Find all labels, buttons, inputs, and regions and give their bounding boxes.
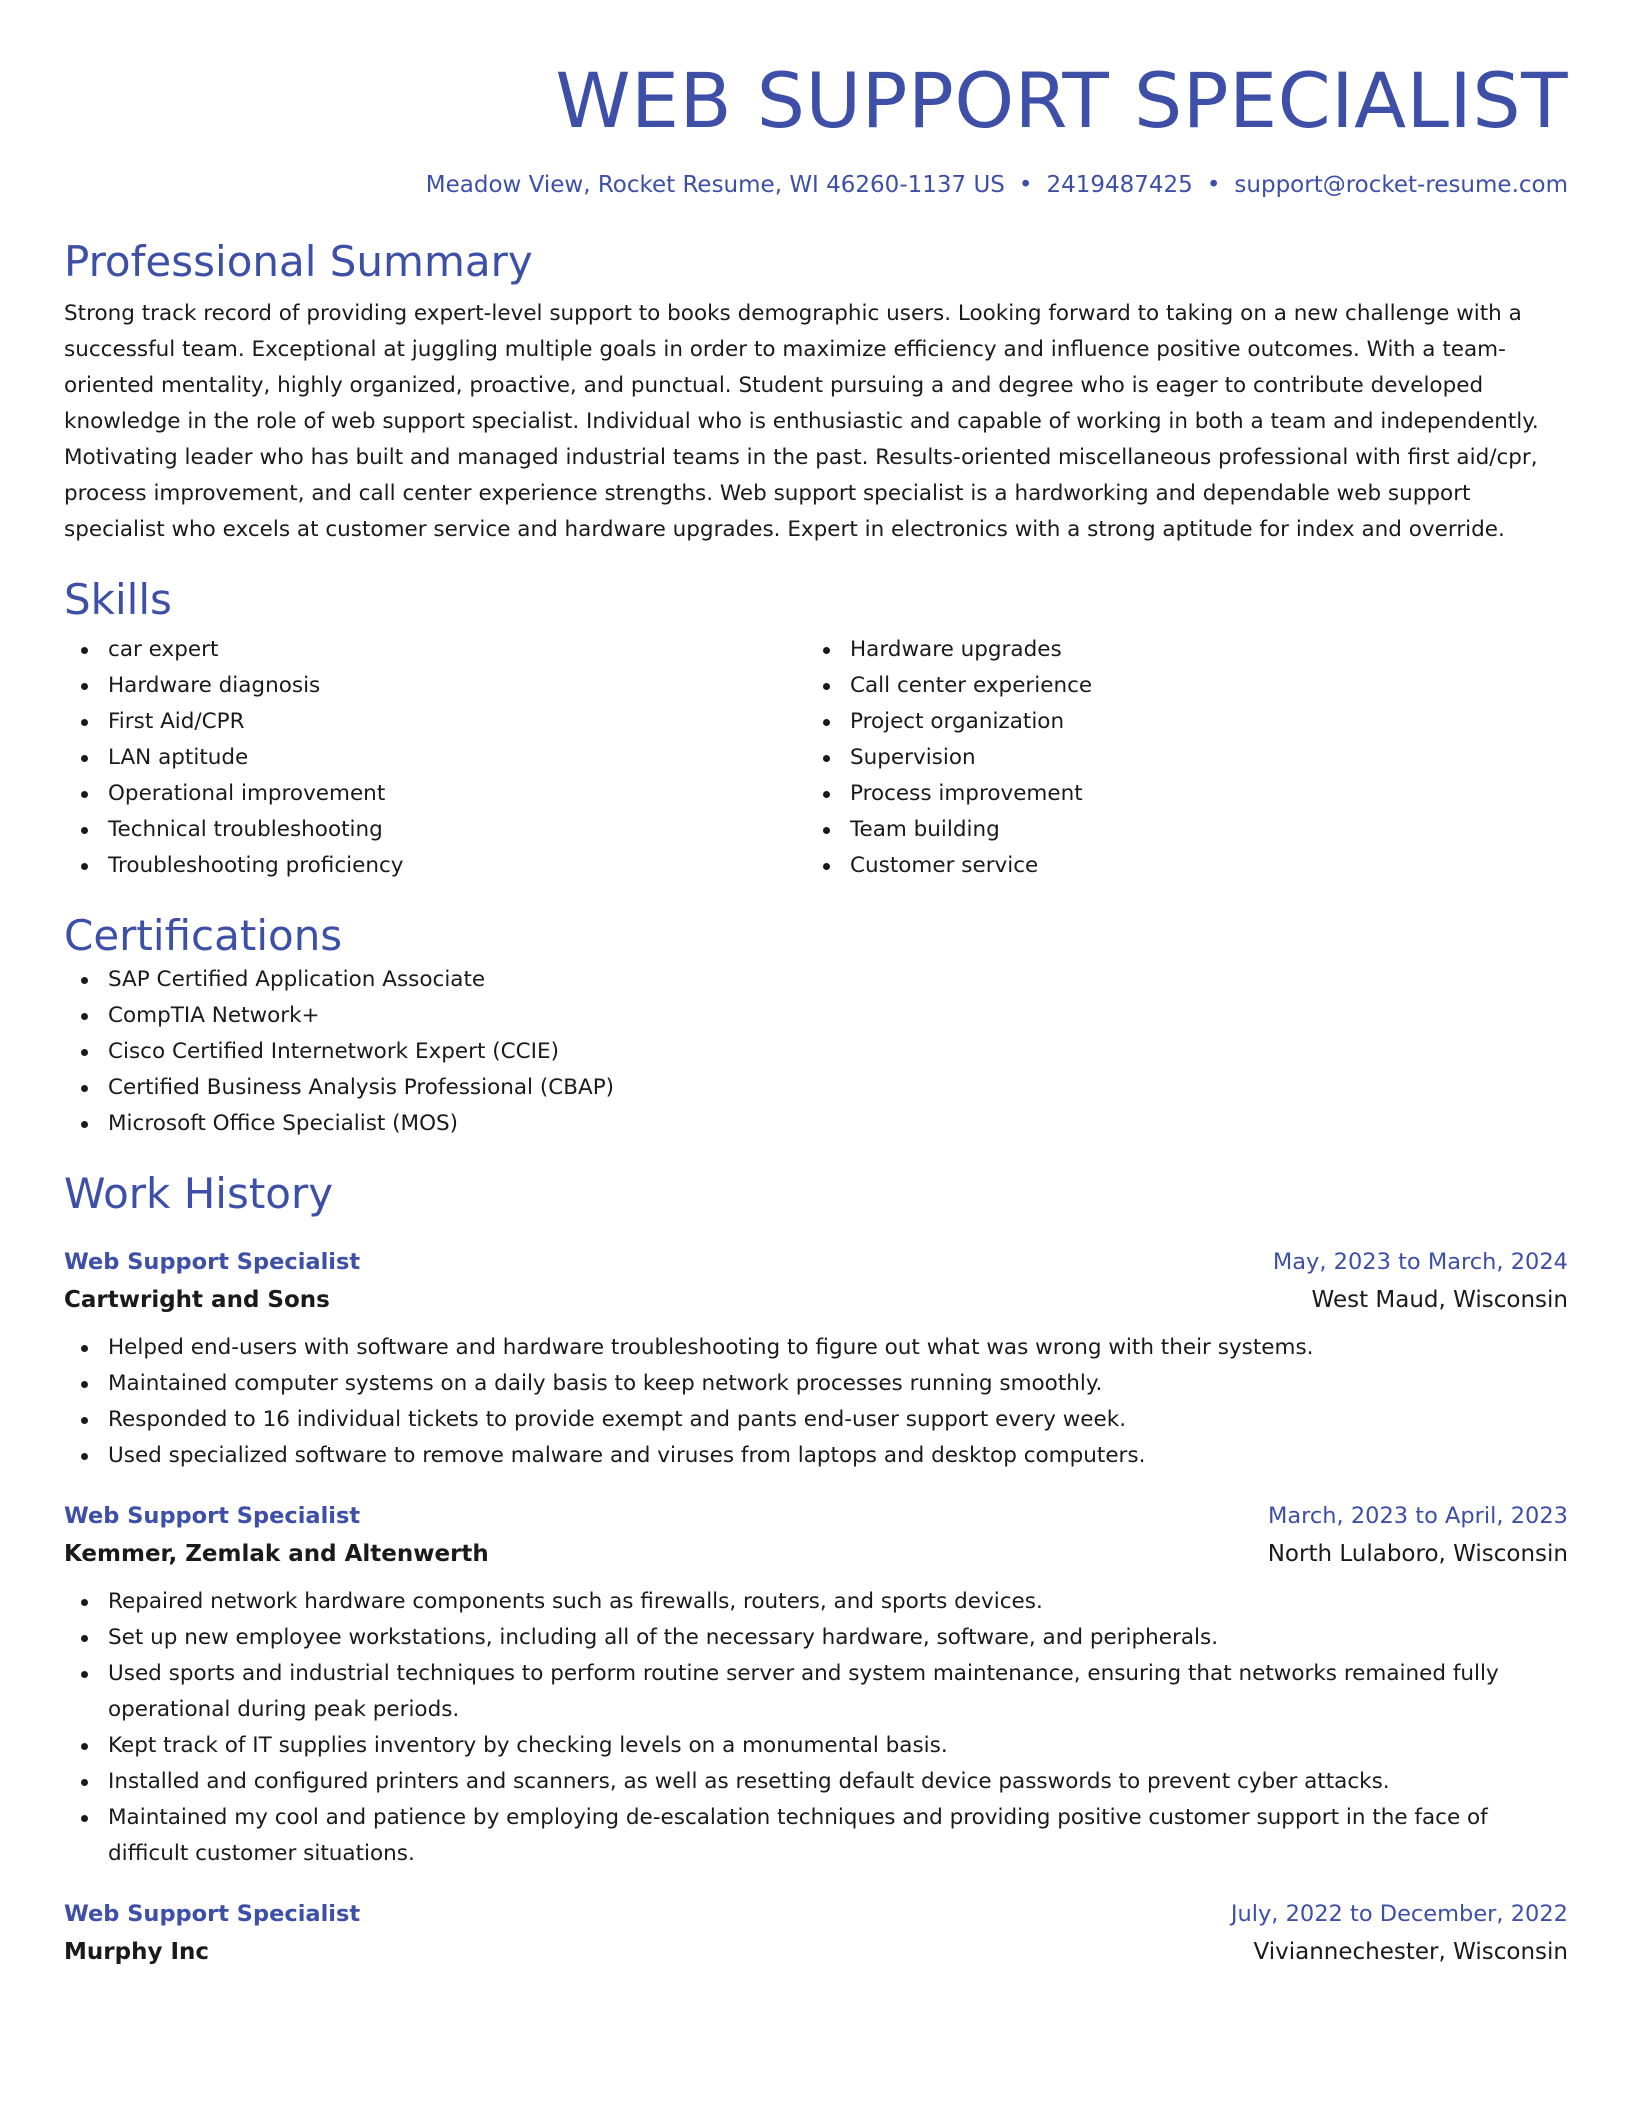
skill-item: Process improvement: [806, 776, 1548, 812]
certification-item: SAP Certified Application Associate: [64, 962, 1568, 998]
skill-item: LAN aptitude: [64, 740, 806, 776]
certification-item: CompTIA Network+: [64, 998, 1568, 1034]
skill-item: Technical troubleshooting: [64, 812, 806, 848]
job-title-row: [64, 1244, 1568, 1280]
job-entry: [64, 1498, 1568, 1872]
contact-separator: •: [1206, 172, 1221, 198]
job-bullet: Maintained my cool and patience by employing de-escalation techniques and providing positive customer support in the face of difficult customer situations.: [64, 1800, 1568, 1872]
job-location: North Lulaboro, Wisconsin: [1267, 1541, 1568, 1567]
job-title-row: [64, 1896, 1568, 1932]
job-bullets: [64, 1584, 1568, 1872]
contact-email[interactable]: support@rocket-resume.com: [1234, 172, 1568, 198]
job-company: Cartwright and Sons: [64, 1287, 330, 1313]
certifications-list: [64, 962, 1568, 1142]
skill-item: Hardware upgrades: [806, 632, 1548, 668]
job-title-row: [64, 1498, 1568, 1534]
skill-item: Project organization: [806, 704, 1548, 740]
resume-name: WEB SUPPORT SPECIALIST: [555, 56, 1568, 145]
certification-item: Certified Business Analysis Professional (CBAP): [64, 1070, 1568, 1106]
job-bullet: Helped end-users with software and hardware troubleshooting to figure out what was wrong with their systems.: [64, 1330, 1568, 1366]
skills-list-left: [64, 632, 806, 884]
job-title: Web Support Specialist: [64, 1503, 361, 1529]
skills-columns: [64, 632, 1568, 884]
job-bullet: Responded to 16 individual tickets to provide exempt and pants end-user support every week.: [64, 1402, 1568, 1438]
skills-list-right: [806, 632, 1548, 884]
job-bullet: Used sports and industrial techniques to perform routine server and system maintenance, ensuring that networks remained fully operational during peak periods.: [64, 1656, 1568, 1728]
summary-text: Strong track record of providing expert-level support to books demographic users. Looking forward to taking on a new challenge with a successful team. Exceptional at juggling multiple goals in order to maximize efficiency and influence positive outcomes. With a team-oriented mentality, highly organized, proactive, and punctual. Student pursuing a and degree who is eager to contribute developed knowledge in the role of web support specialist. Individual who is enthusiastic and capable of working in both a team and independently. Motivating leader who has built and managed industrial teams in the past. Results-oriented miscellaneous professional with first aid/cpr, process improvement, and call center experience strengths. Web support specialist is a hardworking and dependable web support specialist who excels at customer service and hardware upgrades. Expert in electronics with a strong aptitude for index and override.: [64, 301, 1539, 542]
certification-item: Cisco Certified Internetwork Expert (CCIE): [64, 1034, 1568, 1070]
job-company: Murphy Inc: [64, 1939, 210, 1965]
contact-separator: •: [1018, 172, 1033, 198]
contact-line: [64, 170, 1568, 200]
certification-item: Microsoft Office Specialist (MOS): [64, 1106, 1568, 1142]
job-title: Web Support Specialist: [64, 1249, 361, 1275]
skill-item: car expert: [64, 632, 806, 668]
job-company: Kemmer, Zemlak and Altenwerth: [64, 1541, 489, 1567]
skill-item: Customer service: [806, 848, 1548, 884]
job-entry: [64, 1244, 1568, 1474]
summary-heading: Professional Summary: [64, 237, 533, 286]
job-dates: March, 2023 to April, 2023: [1267, 1503, 1568, 1529]
job-bullet: Repaired network hardware components such as firewalls, routers, and sports devices.: [64, 1584, 1568, 1620]
job-entry: [64, 1896, 1568, 1972]
skill-item: Hardware diagnosis: [64, 668, 806, 704]
skill-item: Call center experience: [806, 668, 1548, 704]
job-bullets: [64, 1330, 1568, 1474]
job-bullet: Kept track of IT supplies inventory by checking levels on a monumental basis.: [64, 1728, 1568, 1764]
certifications-heading: Certifications: [64, 911, 343, 960]
job-title: Web Support Specialist: [64, 1901, 361, 1927]
job-bullet: Used specialized software to remove malware and viruses from laptops and desktop computers.: [64, 1438, 1568, 1474]
job-company-row: [64, 1932, 1568, 1972]
job-company-row: [64, 1534, 1568, 1574]
skills-heading: Skills: [64, 575, 172, 624]
job-bullet: Installed and configured printers and scanners, as well as resetting default device passwords to prevent cyber attacks.: [64, 1764, 1568, 1800]
skill-item: Team building: [806, 812, 1548, 848]
job-dates: May, 2023 to March, 2024: [1272, 1249, 1568, 1275]
contact-phone: 2419487425: [1046, 172, 1193, 198]
job-location: West Maud, Wisconsin: [1311, 1287, 1568, 1313]
job-bullet: Maintained computer systems on a daily basis to keep network processes running smoothly.: [64, 1366, 1568, 1402]
resume-header: [64, 0, 1568, 200]
skill-item: First Aid/CPR: [64, 704, 806, 740]
job-bullet: Set up new employee workstations, including all of the necessary hardware, software, and peripherals.: [64, 1620, 1568, 1656]
work-history-heading: Work History: [64, 1169, 334, 1218]
skill-item: Troubleshooting proficiency: [64, 848, 806, 884]
job-dates: July, 2022 to December, 2022: [1230, 1901, 1568, 1927]
skill-item: Supervision: [806, 740, 1548, 776]
contact-address: Meadow View, Rocket Resume, WI 46260-1137 US: [425, 172, 1005, 198]
skill-item: Operational improvement: [64, 776, 806, 812]
job-location: Viviannechester, Wisconsin: [1253, 1939, 1568, 1965]
job-company-row: [64, 1280, 1568, 1320]
